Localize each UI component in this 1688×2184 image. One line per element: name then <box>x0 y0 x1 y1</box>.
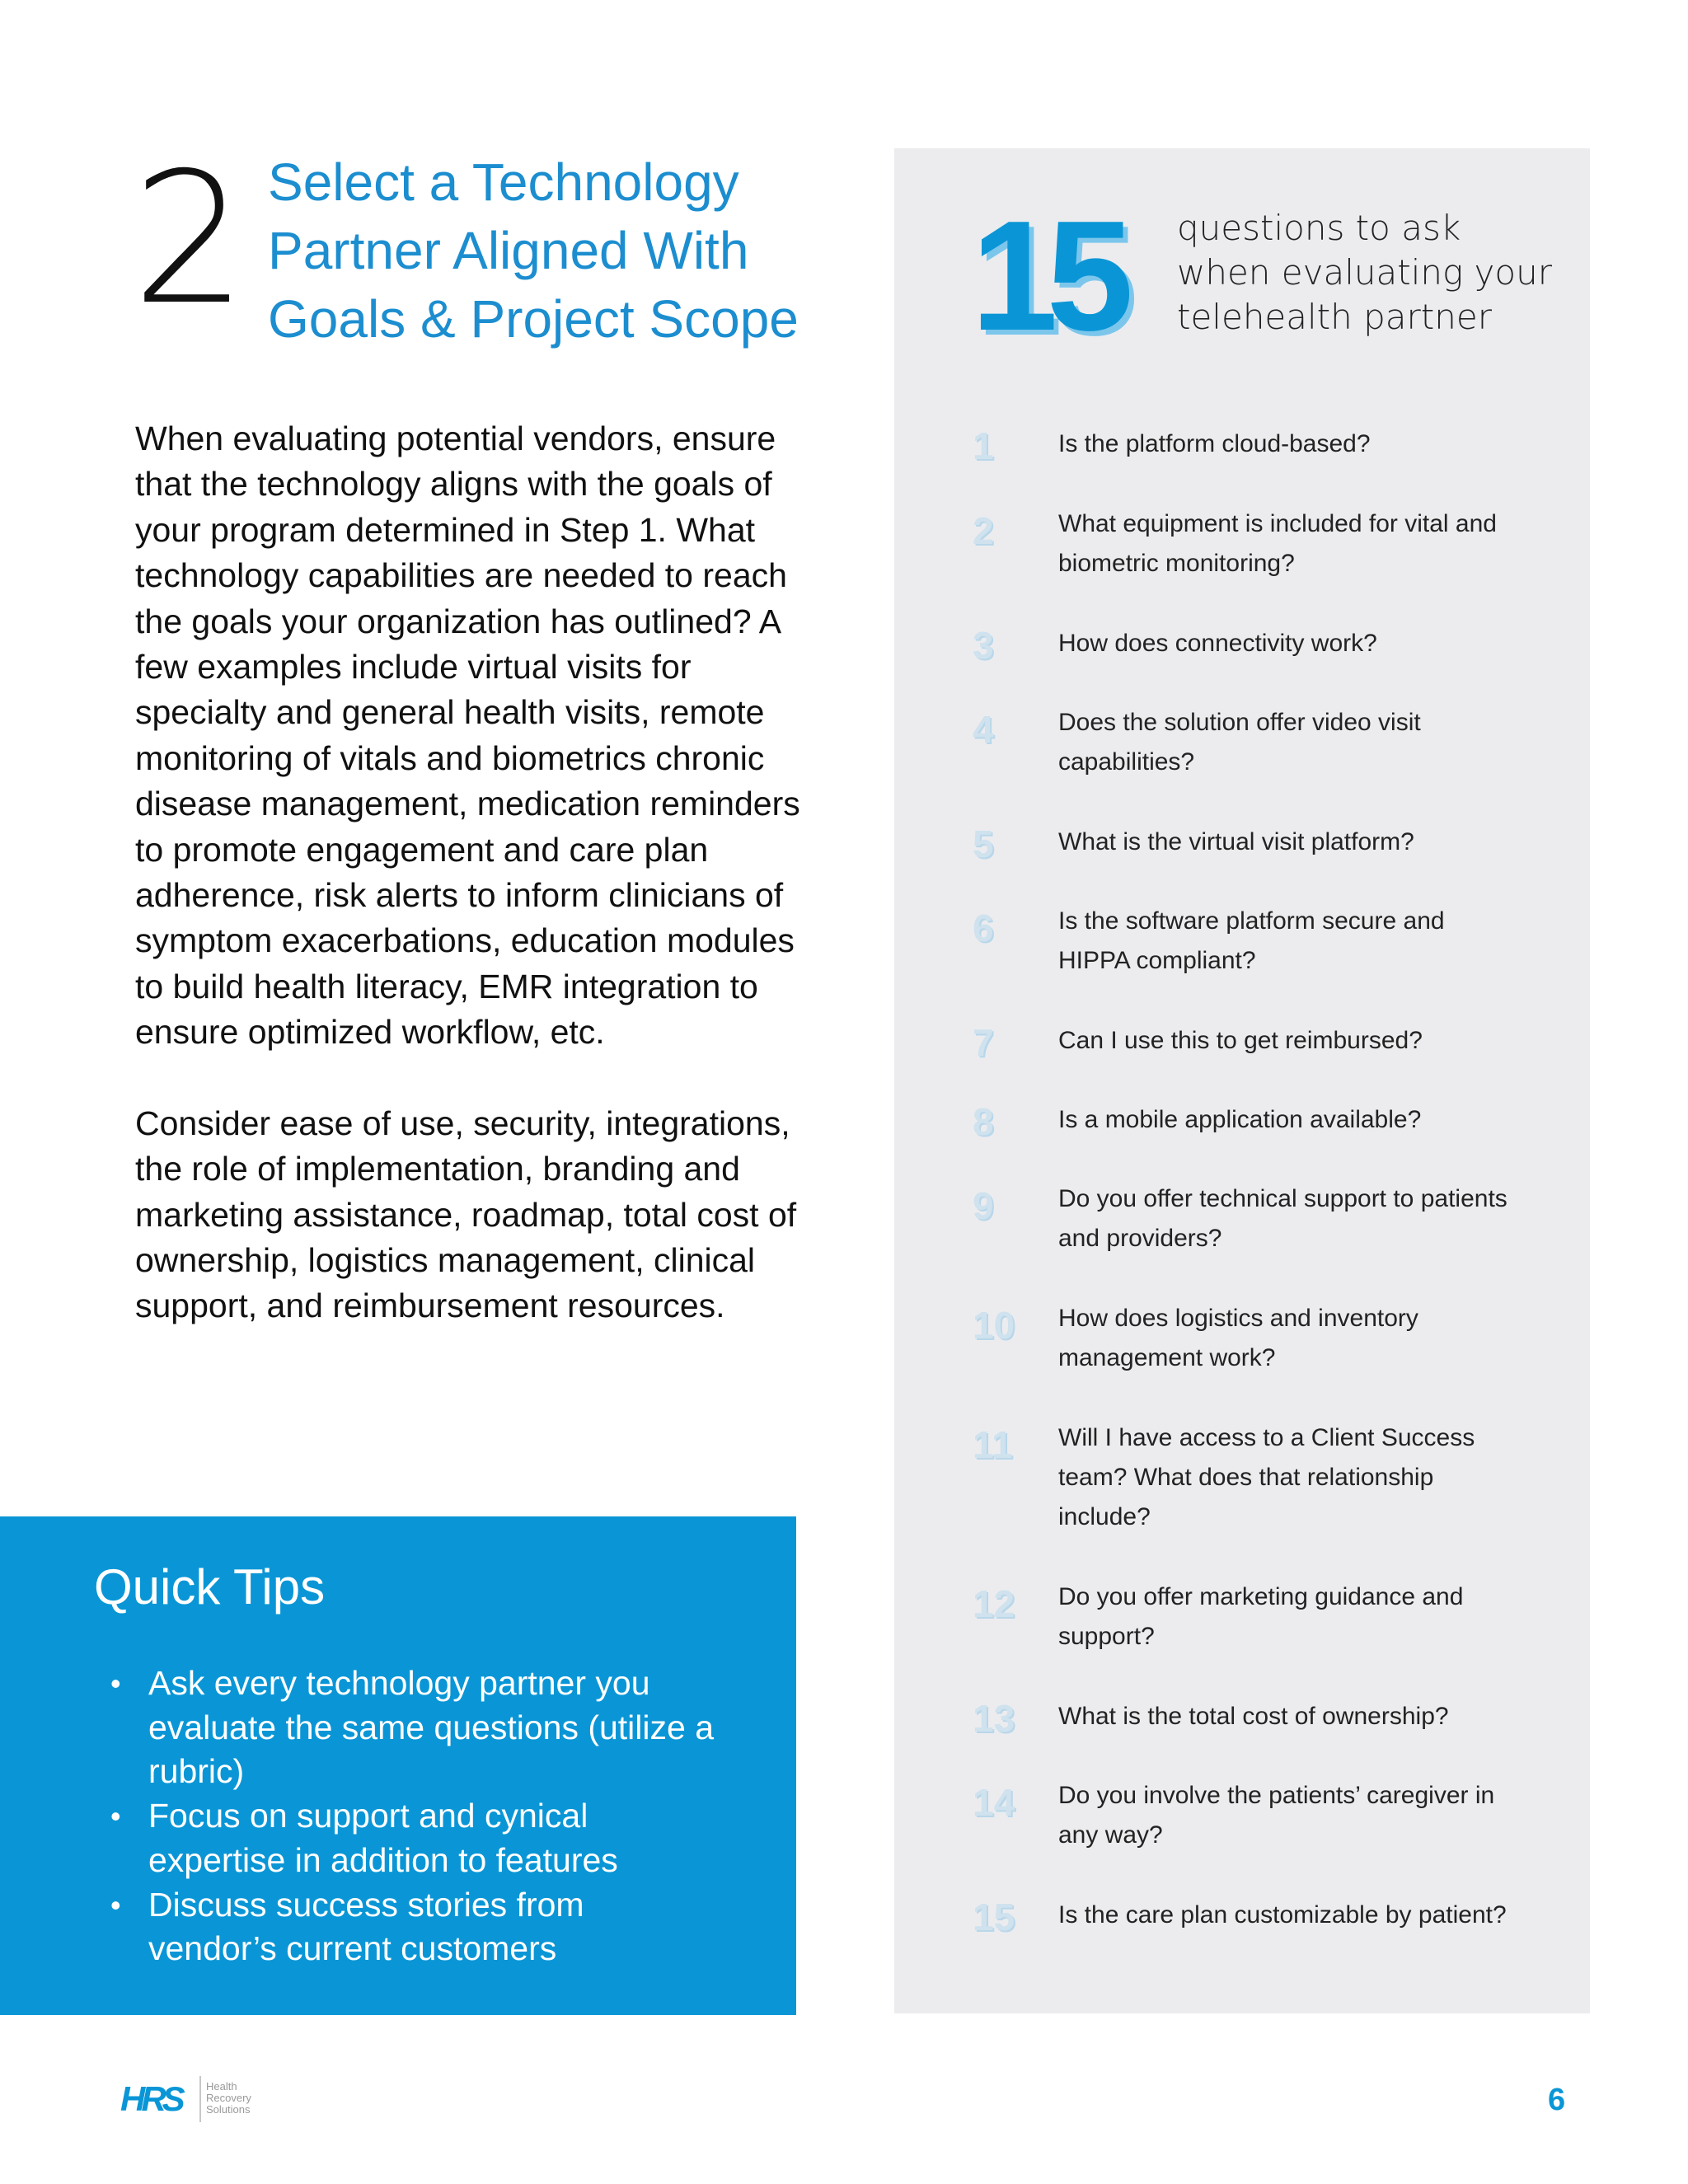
step-title-line: Partner Aligned With <box>268 221 749 280</box>
logo-divider <box>199 2076 201 2122</box>
question-number: 11 <box>973 1423 1013 1466</box>
big-number: 15 <box>971 189 1123 363</box>
logo-mark: HRS <box>120 2079 181 2118</box>
question-number: 14 <box>973 1781 1015 1824</box>
logo-sub-line: Solutions <box>206 2103 251 2116</box>
step-number: 2 <box>132 134 247 344</box>
question-number: 2 <box>973 509 994 552</box>
logo-sub-line: Recovery <box>206 2092 251 2104</box>
question-text: How does connectivity work? <box>1058 630 1377 657</box>
quick-tip-text: Ask every technology partner you evaluate the same questions (utilize a rubric) <box>148 1664 715 1791</box>
question-number: 15 <box>973 1896 1015 1938</box>
question-number: 7 <box>973 1021 994 1064</box>
question-number: 6 <box>973 907 994 949</box>
question-text: Is the platform cloud-based? <box>1058 430 1371 457</box>
question-number: 3 <box>973 624 994 667</box>
sidebar-title-line: when evaluating your <box>1177 252 1552 293</box>
question-text: Do you offer marketing guidance and support? <box>1058 1583 1464 1650</box>
question-text: Is the care plan customizable by patient? <box>1058 1901 1507 1929</box>
quick-tip-item <box>107 1661 717 1794</box>
question-text: Can I use this to get reimbursed? <box>1058 1027 1423 1054</box>
question-number: 10 <box>973 1304 1015 1347</box>
quick-tip-item <box>107 1883 717 1971</box>
quick-tip-text: Focus on support and cynical expertise in addition to features <box>148 1797 618 1879</box>
question-number: 8 <box>973 1100 994 1143</box>
question-text: Is the software platform secure and HIPPA compliant? <box>1058 907 1445 974</box>
question-text: How does logistics and inventory management work? <box>1058 1305 1418 1371</box>
body-paragraph: When evaluating potential vendors, ensure that the technology aligns with the goals of your program determined in Step 1. What technology capabilities are needed to reach the goals your organization has outlined? A few examples include virtual visits for specialty and general health visits, remote monitoring of vitals and biometrics chronic disease management, medication reminders to promote engagement and care plan adherence, risk alerts to inform clinicians of symptom exacerbations, education modules to build health literacy, EMR integration to ensure optimized workflow, etc. <box>135 419 800 1052</box>
sidebar-title-line: questions to ask <box>1177 208 1461 248</box>
step-title-line: Select a Technology <box>268 152 739 212</box>
question-number: 1 <box>973 424 994 467</box>
question-number: 4 <box>973 708 994 751</box>
step-title-line: Goals & Project Scope <box>268 289 799 349</box>
bullet-icon: • <box>110 1666 121 1700</box>
question-number: 5 <box>973 823 994 865</box>
sidebar-title-line: telehealth partner <box>1177 297 1492 337</box>
quick-tips-title: Quick Tips <box>94 1559 326 1615</box>
page-number: 6 <box>1548 2083 1566 2117</box>
logo-sub-line: Health <box>206 2080 237 2093</box>
body-paragraph: Consider ease of use, security, integrations, the role of implementation, branding and marketing assistance, roadmap, total cost of ownership, logistics management, clinical support, and reimbursement resources. <box>135 1104 797 1325</box>
step-title <box>268 148 845 354</box>
question-text: Will I have access to a Client Success team? What does that relationship include? <box>1058 1424 1475 1530</box>
question-text: Do you involve the patients’ caregiver in any way? <box>1058 1782 1495 1849</box>
question-text: What is the virtual visit platform? <box>1058 828 1414 855</box>
question-text: Do you offer technical support to patients and providers? <box>1058 1185 1507 1252</box>
quick-tip-text: Discuss success stories from vendor’s current customers <box>148 1885 584 1968</box>
question-text: What equipment is included for vital and biometric monitoring? <box>1058 510 1497 577</box>
quick-tips-list <box>107 1661 717 1971</box>
question-number: 13 <box>973 1697 1015 1740</box>
question-number: 12 <box>973 1582 1015 1625</box>
question-text: Does the solution offer video visit capabilities? <box>1058 709 1421 776</box>
hrs-logo <box>120 2073 285 2124</box>
sidebar-title <box>1177 206 1556 340</box>
body-text <box>135 416 811 1375</box>
quick-tip-item <box>107 1794 717 1882</box>
logo-subtitle <box>206 2081 251 2116</box>
bullet-icon: • <box>110 1887 121 1922</box>
bullet-icon: • <box>110 1799 121 1834</box>
question-number: 9 <box>973 1184 994 1227</box>
question-text: What is the total cost of ownership? <box>1058 1703 1449 1730</box>
question-text: Is a mobile application available? <box>1058 1106 1422 1133</box>
